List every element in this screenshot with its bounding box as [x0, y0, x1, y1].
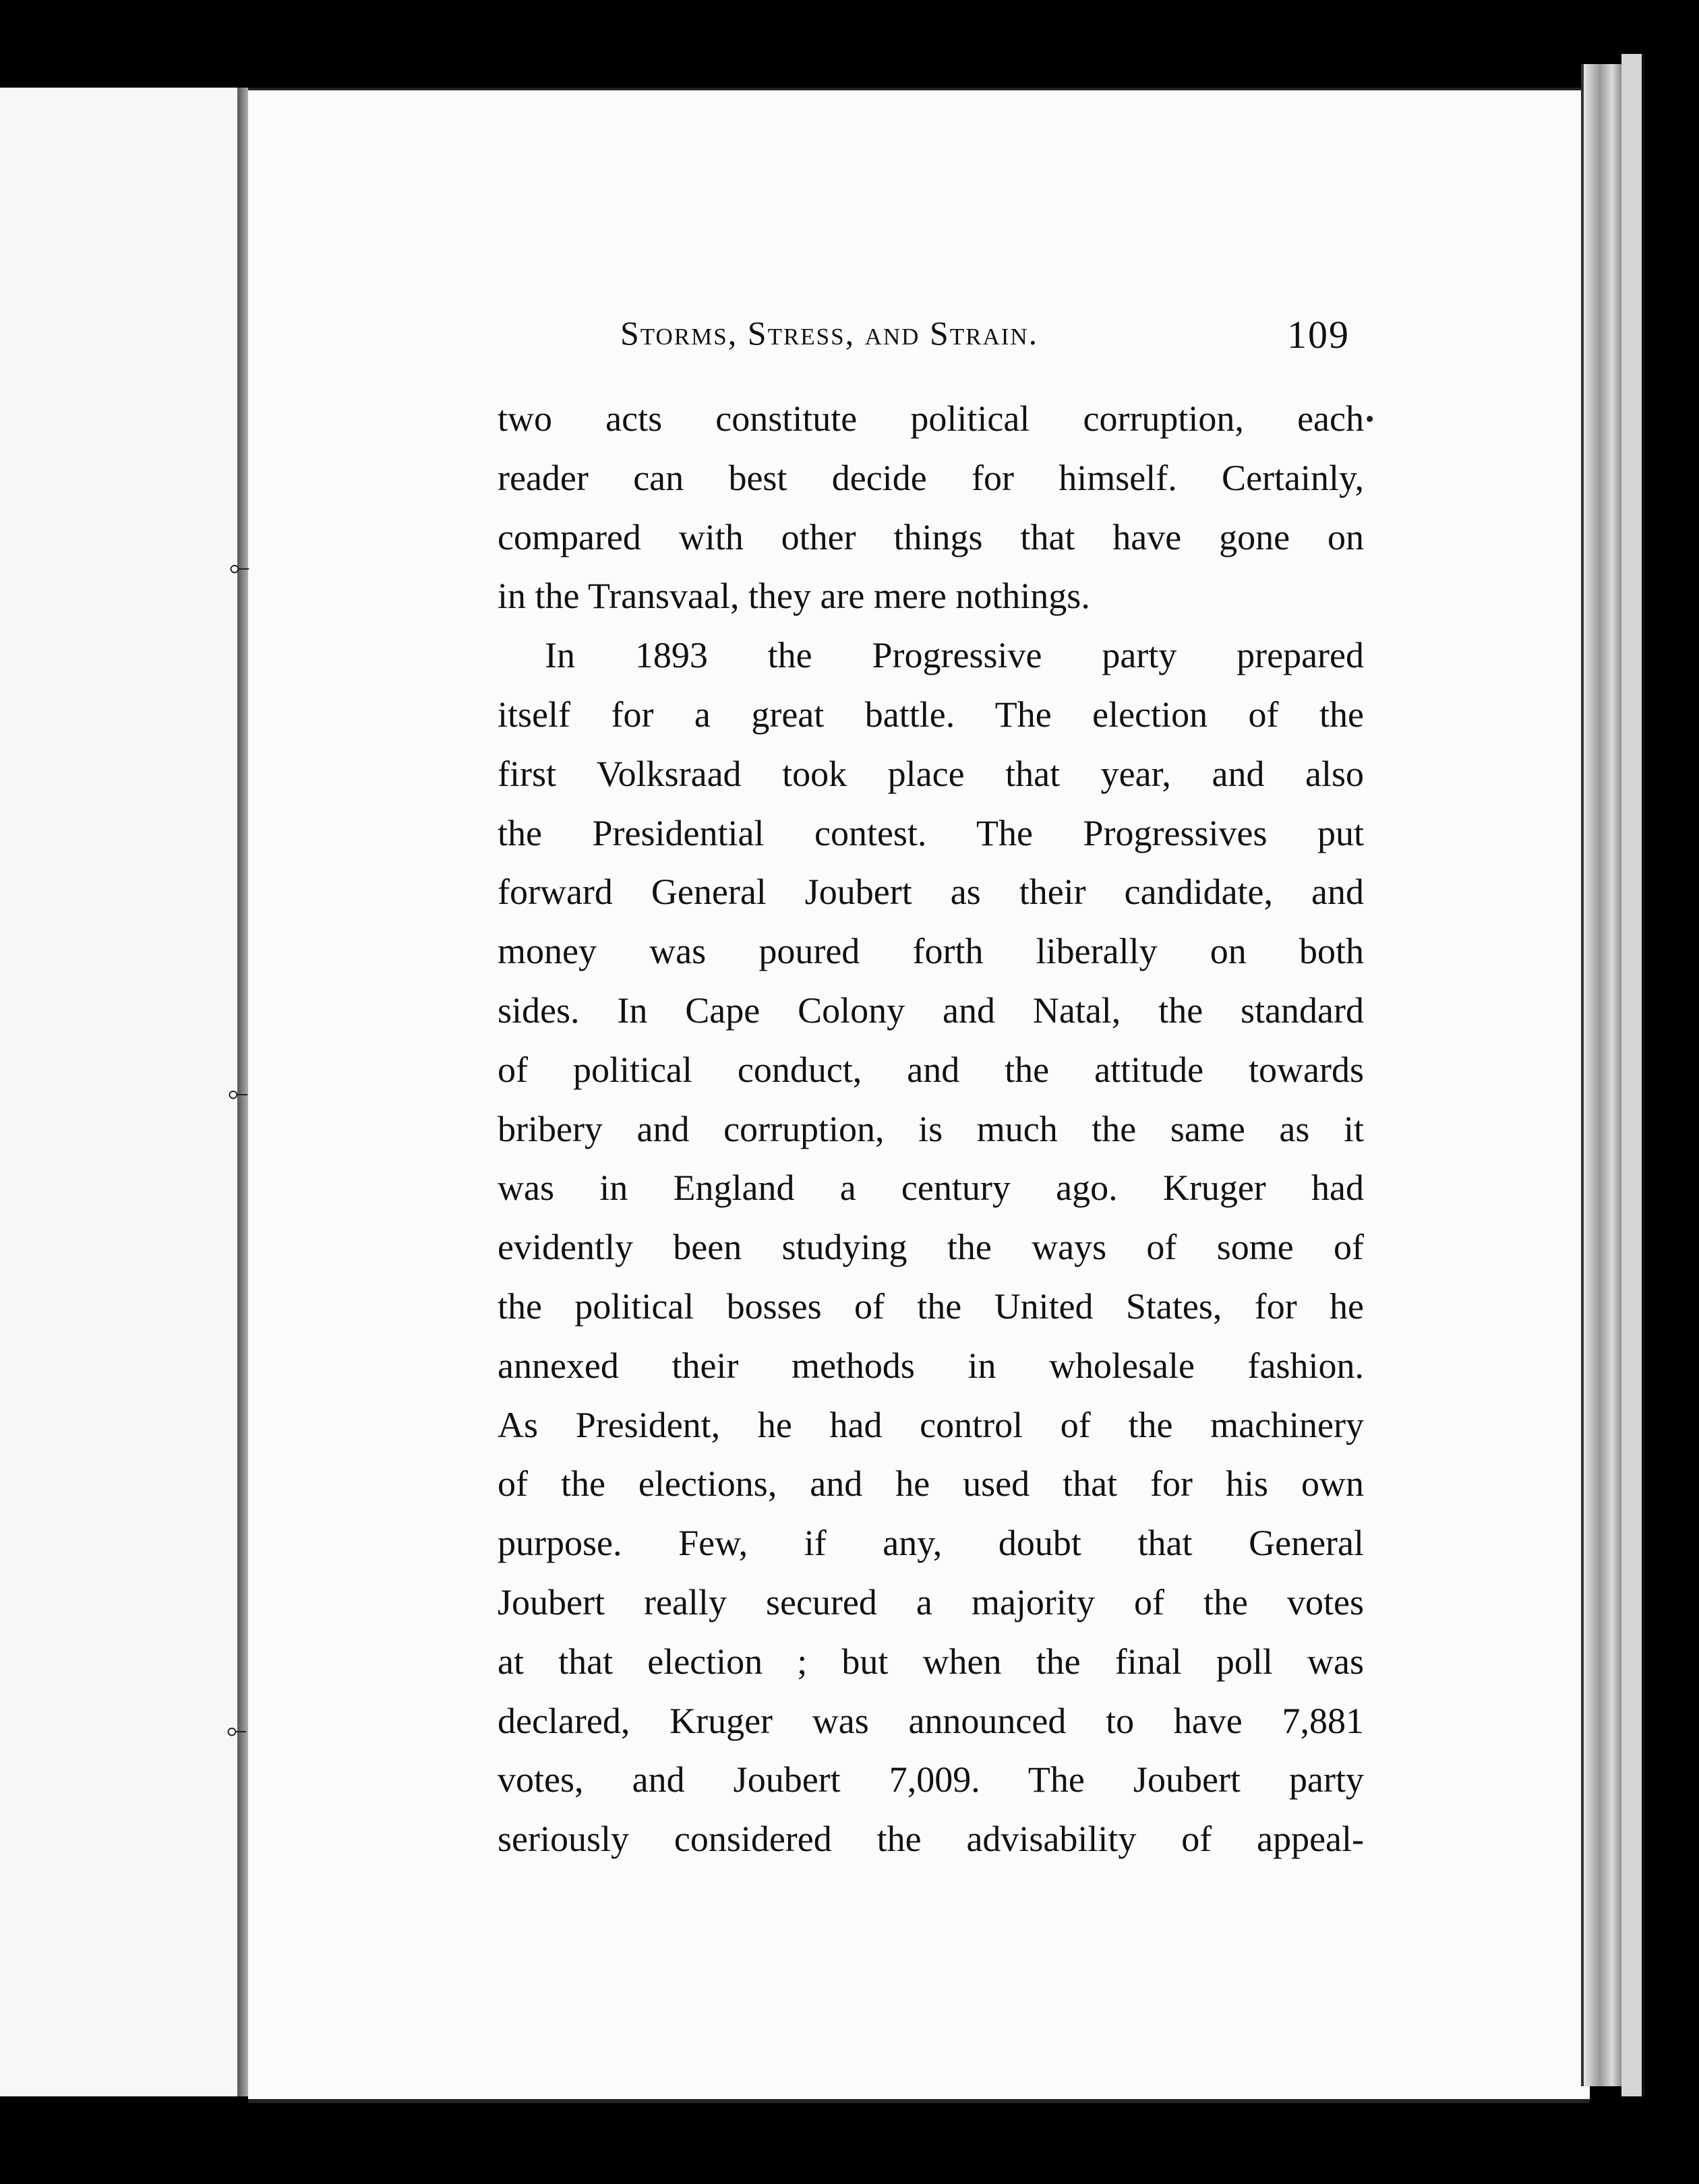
left-page: [0, 88, 249, 2096]
running-head: [620, 307, 1375, 367]
text-line: first Volksraad took place that year, and also: [498, 753, 1364, 794]
text-line: the Presidential contest. The Progressives put: [498, 812, 1364, 853]
text-line: reader can best decide for himself. Certainly,: [498, 457, 1364, 498]
text-line: annexed their methods in wholesale fashion.: [498, 1345, 1364, 1386]
text-line: forward General Joubert as their candidate, and: [498, 872, 1364, 913]
page-block-edge: [1581, 64, 1628, 2086]
text-line: in the Transvaal, they are mere nothings.: [498, 576, 1090, 617]
text-line: itself for a great battle. The election of the: [498, 694, 1364, 735]
binding-mark: ⟜: [229, 553, 250, 582]
page-number: 109: [1287, 313, 1350, 357]
text-line: two acts constitute political corruption, each: [498, 398, 1364, 439]
text-line: compared with other things that have gone on: [498, 516, 1364, 557]
paragraph-first-line: In 1893 the Progressive party prepared: [545, 635, 1364, 676]
text-line: votes, and Joubert 7,009. The Joubert party: [498, 1759, 1364, 1800]
text-line: seriously considered the advisability of appeal-: [498, 1819, 1364, 1860]
text-line: of political conduct, and the attitude towards: [498, 1049, 1364, 1090]
text-line: declared, Kruger was announced to have 7,881: [498, 1700, 1364, 1741]
body-text: [498, 390, 1364, 1869]
text-line: sides. In Cape Colony and Natal, the standard: [498, 990, 1364, 1031]
binding-mark: ⟜: [228, 1079, 249, 1108]
text-line: was in England a century ago. Kruger had: [498, 1167, 1364, 1209]
text-line: As President, he had control of the machinery: [498, 1404, 1364, 1445]
speck-mark: •: [1365, 405, 1375, 433]
text-line: bribery and corruption, is much the same as it: [498, 1108, 1364, 1149]
text-line: Joubert really secured a majority of the votes: [498, 1581, 1364, 1622]
text-line: the political bosses of the United States, for he: [498, 1285, 1364, 1327]
cover-edge: [1621, 54, 1644, 2096]
text-line: money was poured forth liberally on both: [498, 931, 1364, 972]
text-line: purpose. Few, if any, doubt that General: [498, 1523, 1364, 1564]
text-line: of the elections, and he used that for his own: [498, 1463, 1364, 1505]
binding-mark: ⟜: [227, 1716, 247, 1745]
text-line: at that election ; but when the final poll was: [498, 1641, 1364, 1682]
running-title: Storms, Stress, and Strain.: [620, 314, 1039, 352]
text-line: evidently been studying the ways of some of: [498, 1227, 1364, 1268]
